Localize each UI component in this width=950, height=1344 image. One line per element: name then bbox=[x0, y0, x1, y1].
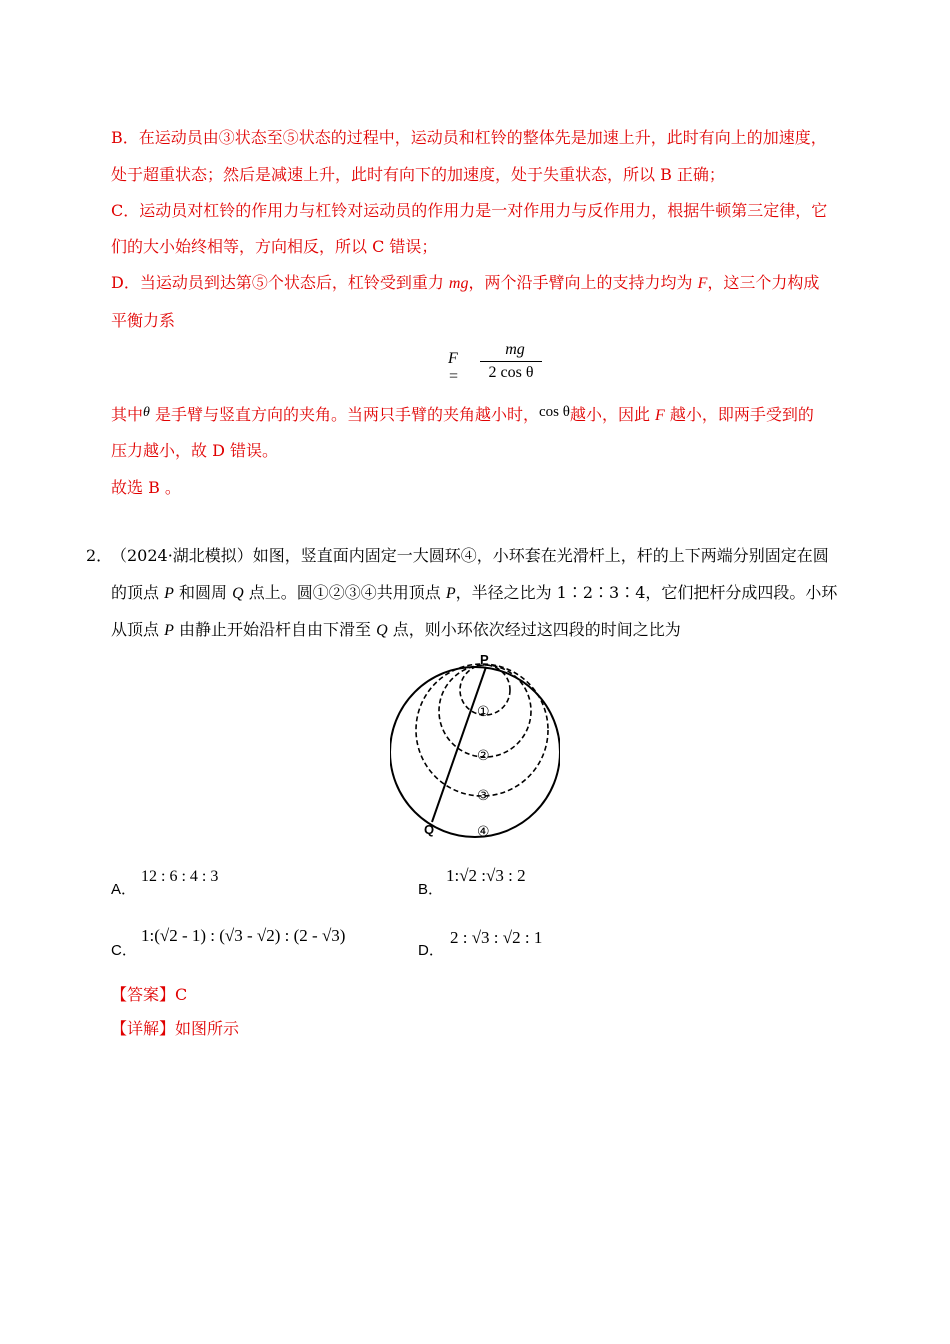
solution-choose: 故选 B 。 bbox=[111, 478, 181, 497]
label-P: P bbox=[480, 652, 489, 667]
theta-symbol: θ bbox=[143, 405, 150, 420]
label-circle-1: ① bbox=[477, 704, 490, 720]
label-Q: Q bbox=[424, 822, 435, 837]
q2-P2: P bbox=[445, 585, 456, 602]
question-line1: （2024·湖北模拟）如图，竖直面内固定一大圆环④，小环套在光滑杆上，杆的上下两端分别固定在圆 bbox=[111, 546, 829, 565]
option-b-label[interactable]: B． bbox=[418, 881, 444, 898]
d-text-c: ，这三个力构成 bbox=[707, 273, 820, 292]
solution-c-line2: 们的大小始终相等，方向相反，所以 C 错误； bbox=[111, 237, 438, 256]
solution-pressure-line: 压力越小，故 D 错误。 bbox=[111, 441, 279, 460]
option-a-label[interactable]: A． bbox=[111, 881, 137, 898]
d-text-a: D．当运动员到达第⑤个状态后，杠铃受到重力 bbox=[111, 273, 449, 292]
label-circle-2: ② bbox=[477, 748, 490, 764]
theta-text-b: 是手臂与竖直方向的夹角。当两只手臂的夹角越小时， bbox=[149, 405, 539, 424]
explain-value: 如图所示 bbox=[175, 1019, 240, 1038]
cos-theta: cos θ bbox=[539, 404, 570, 420]
answer-tag: 【答案】 bbox=[111, 985, 176, 1004]
explain-line bbox=[111, 1019, 239, 1039]
q3-P: P bbox=[164, 622, 174, 639]
option-a-value[interactable]: 12 : 6 : 4 : 3 bbox=[141, 868, 219, 885]
theta-text-a: 其中 bbox=[111, 405, 144, 424]
explain-tag: 【详解】 bbox=[111, 1019, 176, 1038]
solution-b-line2: 处于超重状态；然后是减速上升，此时有向下的加速度，处于失重状态，所以 B 正确； bbox=[111, 165, 725, 184]
q3-text-c: 点，则小环依次经过这四段的时间之比为 bbox=[387, 620, 681, 639]
question-number: 2． bbox=[86, 546, 113, 565]
circles-figure bbox=[390, 650, 560, 850]
solution-theta-line bbox=[111, 405, 814, 427]
question-line2 bbox=[111, 583, 837, 604]
question-line3 bbox=[111, 620, 681, 641]
q2-Q: Q bbox=[232, 585, 244, 602]
q2-text-c: 点上。圆①②③④共用顶点 bbox=[243, 583, 446, 602]
q3-text-a: 从顶点 bbox=[111, 620, 165, 639]
formula-fraction-bar bbox=[480, 361, 542, 362]
answer-value: C bbox=[175, 985, 188, 1004]
formula-lhs: F = bbox=[448, 350, 459, 385]
label-circle-4: ④ bbox=[477, 824, 490, 840]
theta-text-c: 越小，因此 bbox=[569, 405, 656, 424]
option-c-value[interactable]: 1:(√2 - 1) : (√3 - √2) : (2 - √3) bbox=[141, 926, 346, 945]
solution-c-line1: C．运动员对杠铃的作用力与杠铃对运动员的作用力是一对作用力与反作用力，根据牛顿第三定律，它 bbox=[111, 201, 828, 220]
theta-F: F bbox=[655, 407, 665, 424]
d-text-b: ，两个沿手臂向上的支持力均为 bbox=[468, 273, 698, 292]
solution-b-line1: B．在运动员由③状态至⑤状态的过程中，运动员和杠铃的整体先是加速上升，此时有向上的加速度， bbox=[111, 128, 827, 147]
circle-3 bbox=[416, 664, 548, 796]
theta-text-d: 越小，即两手受到的 bbox=[664, 405, 814, 424]
q2-text-a: 的顶点 bbox=[111, 583, 165, 602]
q3-text-b: 由静止开始沿杆自由下滑至 bbox=[173, 620, 377, 639]
label-circle-3: ③ bbox=[477, 788, 490, 804]
q3-Q: Q bbox=[376, 622, 388, 639]
solution-d-line1 bbox=[111, 273, 819, 294]
d-F: F bbox=[697, 275, 708, 292]
option-d-value[interactable]: 2 : √3 : √2 : 1 bbox=[450, 928, 543, 947]
formula-numerator: mg bbox=[505, 341, 525, 358]
q2-text-b: 和圆周 bbox=[173, 583, 233, 602]
answer-line bbox=[111, 985, 187, 1005]
option-d-label[interactable]: D． bbox=[418, 942, 444, 959]
option-c-label[interactable]: C． bbox=[111, 942, 137, 959]
q2-P: P bbox=[164, 585, 174, 602]
option-b-value[interactable]: 1:√2 :√3 : 2 bbox=[446, 866, 526, 885]
formula-denominator: 2 cos θ bbox=[488, 364, 534, 381]
circle-4 bbox=[390, 667, 560, 837]
q2-text-d: ，半径之比为 1∶2∶3∶4，它们把杆分成四段。小环 bbox=[455, 583, 838, 602]
solution-d-line2: 平衡力系 bbox=[111, 311, 176, 330]
d-mg: mg bbox=[448, 275, 469, 292]
